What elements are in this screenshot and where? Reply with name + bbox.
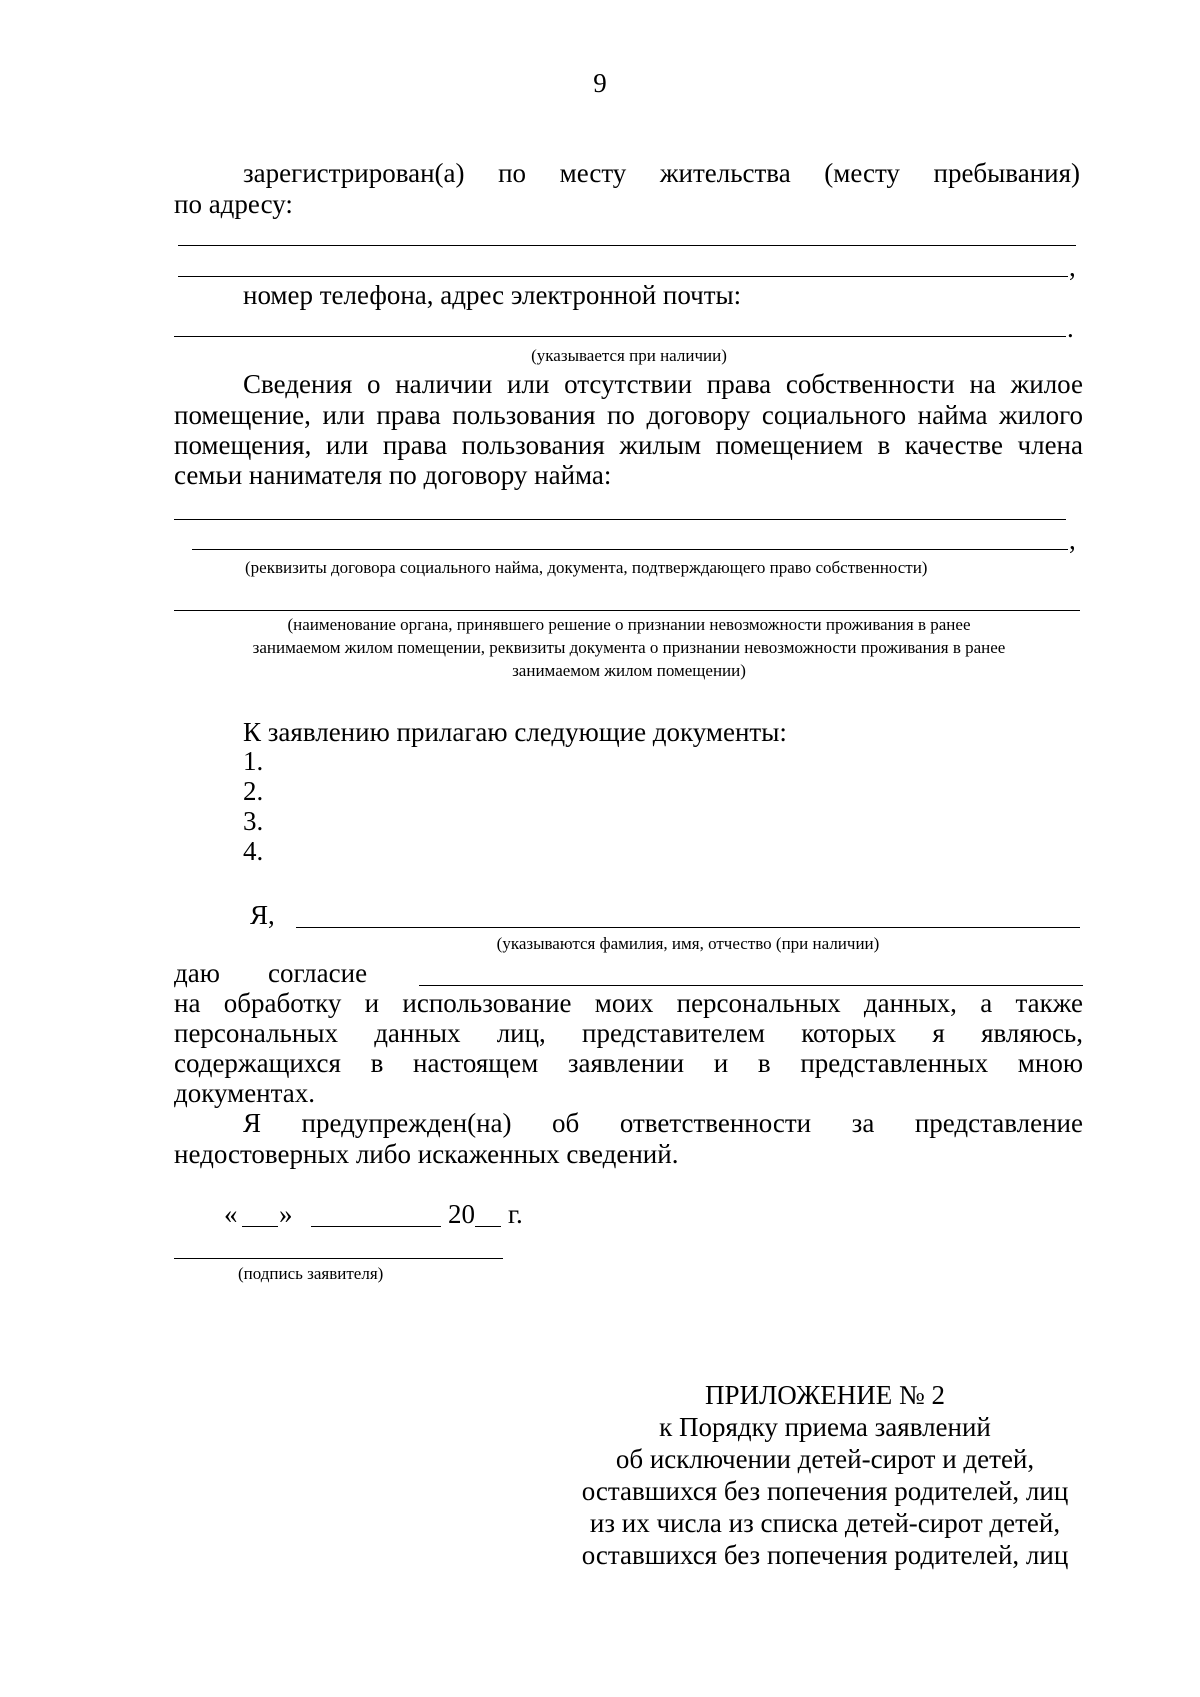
housing-line-1: Сведения о наличии или отсутствии права собственности на жилое [243,369,1083,399]
housing-line-4: семьи нанимателя по договору найма: [174,460,612,490]
housing-blank-2[interactable] [192,549,1068,550]
date-close-quote: » [279,1199,293,1229]
appendix-line-4: из их числа из списка детей-сирот детей, [589,1508,1061,1538]
consent-blank[interactable] [419,985,1083,986]
contact-label: номер телефона, адрес электронной почты: [243,280,742,310]
date-year-suffix: г. [508,1199,523,1229]
contact-period: . [1067,313,1074,343]
attachment-item-2: 2. [243,776,264,806]
address-blank-1[interactable] [178,245,1076,246]
housing-line-3: помещения, или права пользования жилым помещением в качестве члена [174,430,1083,460]
name-hint: (указываются фамилия, имя, отчество (при наличии) [496,934,880,953]
consent-line-2: персональных данных лиц, представителем которых я являюсь, [174,1018,1083,1048]
warning-line-1: Я предупрежден(на) об ответственности за представление [243,1108,1083,1138]
address-blank-2[interactable] [178,276,1068,277]
warning-line-2: недостоверных либо искаженных сведений. [174,1139,679,1169]
consent-give-word: даю [174,958,220,988]
consent-line-4: документах. [174,1078,315,1108]
contact-blank[interactable] [174,336,1066,337]
authority-hint-2: занимаемом жилом помещении, реквизиты документа о признании невозможности проживания в ранее [252,638,1006,657]
date-year-blank[interactable] [475,1226,501,1227]
authority-hint-1: (наименование органа, принявшего решение о признании невозможности проживания в ранее [287,615,971,634]
attachments-intro: К заявлению прилагаю следующие документы: [243,717,787,747]
consent-line-3: содержащихся в настоящем заявлении и в представленных мною [174,1048,1083,1078]
attachment-item-4: 4. [243,836,264,866]
appendix-line-2: об исключении детей-сирот и детей, [615,1444,1035,1474]
authority-hint-3: занимаемом жилом помещении) [512,661,746,680]
housing-requisites-hint: (реквизиты договора социального найма, документа, подтверждающего право собственности) [245,558,928,577]
consent-line-1: на обработку и использование моих персональных данных, а также [174,988,1083,1018]
page-number: 9 [593,68,607,98]
housing-blank-1[interactable] [174,519,1066,520]
appendix-line-3: оставшихся без попечения родителей, лиц [581,1476,1069,1506]
contact-hint: (указывается при наличии) [531,346,727,365]
signature-hint: (подпись заявителя) [238,1264,384,1283]
appendix-line-1: к Порядку приема заявлений [659,1412,991,1442]
name-blank[interactable] [296,927,1080,928]
date-open-quote: « [224,1199,238,1229]
date-year-prefix: 20 [448,1199,475,1229]
date-month-blank[interactable] [311,1226,441,1227]
housing-comma: , [1069,525,1076,555]
date-day-blank[interactable] [242,1226,278,1227]
consent-agree-word: согласие [268,958,368,988]
attachment-item-1: 1. [243,746,264,776]
attachment-item-3: 3. [243,806,264,836]
consent-i-label: Я, [250,900,275,930]
authority-blank[interactable] [174,610,1080,611]
address-line-1: зарегистрирован(а) по месту жительства (месту пребывания) [243,158,1080,188]
appendix-title: ПРИЛОЖЕНИЕ № 2 [704,1380,946,1410]
signature-blank[interactable] [174,1258,503,1259]
address-comma: , [1069,252,1076,282]
housing-line-2: помещение, или права пользования по договору социального найма жилого [174,400,1083,430]
address-line-2: по адресу: [174,189,293,219]
appendix-line-5: оставшихся без попечения родителей, лиц [581,1540,1069,1570]
